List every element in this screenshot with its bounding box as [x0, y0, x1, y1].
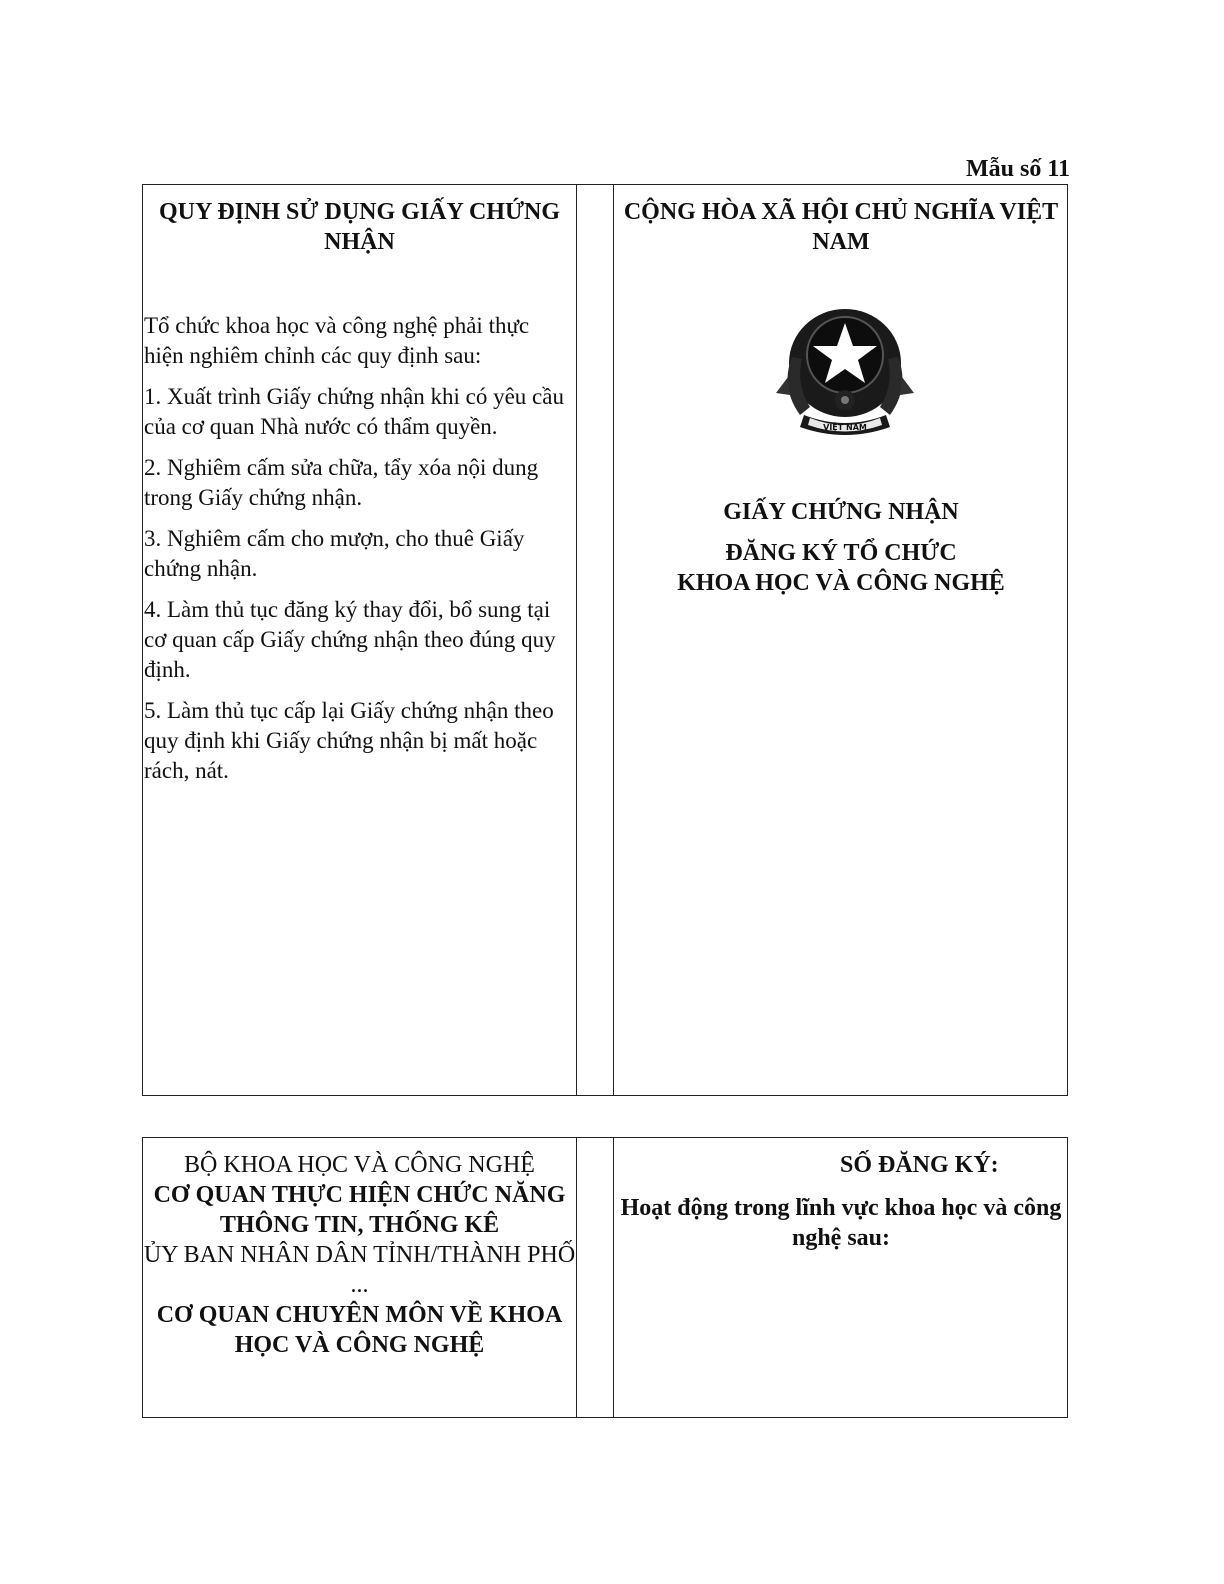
form-number: Mẫu số 11 — [965, 156, 1070, 182]
activity-field-label: Hoạt động trong lĩnh vực khoa học và công nghệ sau: — [620, 1195, 1062, 1251]
rules-panel — [143, 185, 576, 1095]
issuer-panel — [143, 1138, 576, 1417]
rule-item: 1. Xuất trình Giấy chứng nhận khi có yêu cầu của cơ quan Nhà nước có thẩm quyền. — [144, 384, 564, 439]
certificate-subtitle-line2: KHOA HỌC VÀ CÔNG NGHỆ — [677, 570, 1005, 596]
column-divider-left — [576, 1138, 577, 1417]
registration-panel — [614, 1138, 1068, 1417]
cover-panel — [614, 185, 1068, 1095]
rule-item: 3. Nghiêm cấm cho mượn, cho thuê Giấy chứng nhận. — [144, 526, 525, 581]
certificate-subtitle — [614, 538, 1068, 598]
emblem-ribbon-text: VIỆT NAM — [823, 423, 867, 432]
rules-intro: Tổ chức khoa học và công nghệ phải thực hiện nghiêm chỉnh các quy định sau: — [144, 313, 530, 368]
issuer-ministry: BỘ KHOA HỌC VÀ CÔNG NGHỆ — [184, 1152, 535, 1178]
certificate-outer-spread — [142, 1137, 1068, 1418]
issuer-block — [143, 1150, 576, 1360]
national-emblem-icon — [770, 297, 920, 449]
issuer-province: ỦY BAN NHÂN DÂN TỈNH/THÀNH PHỐ ... — [143, 1242, 576, 1298]
certificate-title: GIẤY CHỨNG NHẬN — [723, 499, 959, 525]
rules-body — [144, 311, 574, 797]
nation-heading: CỘNG HÒA XÃ HỘI CHỦ NGHĨA VIỆT NAM — [623, 199, 1059, 255]
column-divider-left — [576, 185, 577, 1095]
rule-item: 4. Làm thủ tục đăng ký thay đổi, bổ sung tại cơ quan cấp Giấy chứng nhận theo đúng quy định. — [144, 597, 556, 682]
certificate-inner-spread — [142, 184, 1068, 1096]
issuer-agency: CƠ QUAN THỰC HIỆN CHỨC NĂNG THÔNG TIN, THỐNG KÊ — [153, 1182, 566, 1238]
rules-title: QUY ĐỊNH SỬ DỤNG GIẤY CHỨNG NHẬN — [158, 199, 561, 255]
registration-number-label: SỐ ĐĂNG KÝ: — [840, 1152, 999, 1178]
rule-item: 5. Làm thủ tục cấp lại Giấy chứng nhận theo quy định khi Giấy chứng nhận bị mất hoặc rách, nát. — [144, 698, 554, 783]
issuer-department: CƠ QUAN CHUYÊN MÔN VỀ KHOA HỌC VÀ CÔNG NGHỆ — [156, 1302, 563, 1358]
rule-item: 2. Nghiêm cấm sửa chữa, tẩy xóa nội dung trong Giấy chứng nhận. — [144, 455, 539, 510]
certificate-subtitle-line1: ĐĂNG KÝ TỔ CHỨC — [725, 540, 957, 566]
